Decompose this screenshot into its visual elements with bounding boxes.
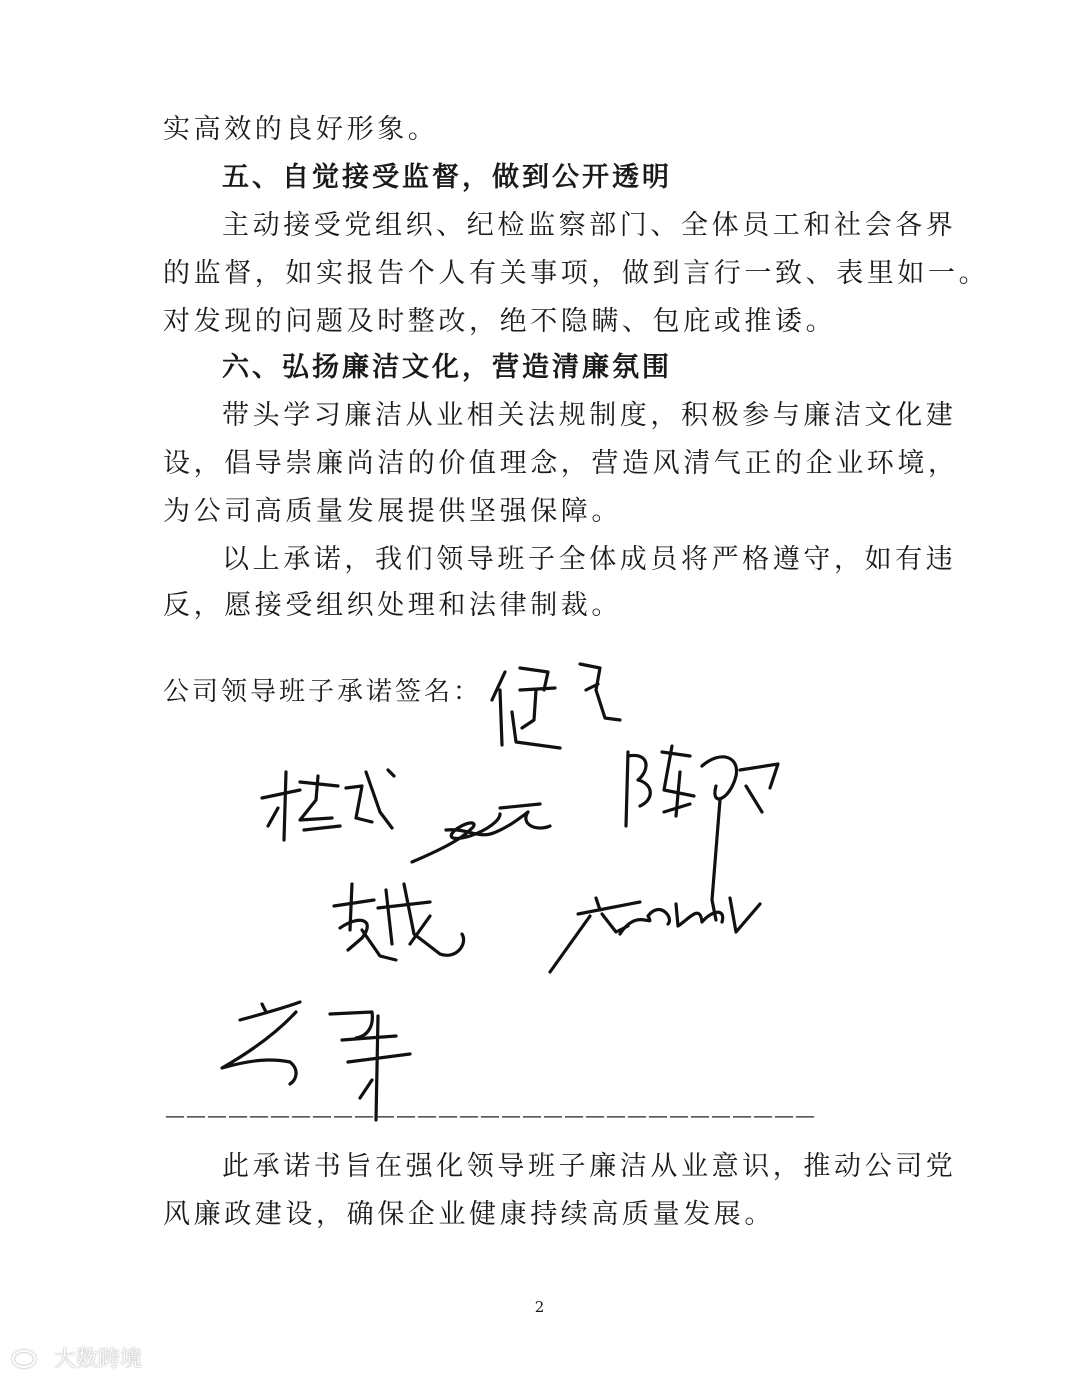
- watermark: [10, 1340, 142, 1374]
- closing-text-line: 此承诺书旨在强化领导班子廉洁从业意识，推动公司党: [222, 1151, 957, 1182]
- signature-4: [626, 746, 778, 920]
- signature-label: 公司领导班子承诺签名：: [163, 677, 483, 707]
- body-text-line: 带头学习廉洁从业相关法规制度，积极参与廉洁文化建: [222, 400, 957, 431]
- body-text-line: 以上承诺，我们领导班子全体成员将严格遵守，如有违: [222, 544, 957, 575]
- body-text-line: 设，倡导崇廉尚洁的价值理念，营造风清气正的企业环境，: [163, 448, 959, 479]
- body-text-line: 为公司高质量发展提供坚强保障。: [163, 496, 622, 527]
- closing-text-line: 风廉政建设，确保企业健康持续高质量发展。: [163, 1199, 775, 1230]
- signature-6: [550, 898, 760, 972]
- body-text-line: 的监督，如实报告个人有关事项，做到言行一致、表里如一。: [163, 258, 990, 289]
- divider-line: ———————————————————————————————: [165, 1103, 816, 1127]
- body-text-line: 实高效的良好形象。: [163, 114, 439, 145]
- body-text-line: 反，愿接受组织处理和法律制裁。: [163, 590, 622, 621]
- page-number: 2: [534, 1298, 545, 1316]
- signature-5: [334, 884, 464, 960]
- signature-1: [492, 664, 620, 748]
- body-text-line: 对发现的问题及时整改，绝不隐瞒、包庇或推诿。: [163, 306, 837, 337]
- weibo-logo-icon: [10, 1344, 50, 1370]
- section-heading-5: 五、自觉接受监督，做到公开透明: [222, 162, 672, 193]
- section-heading-6: 六、弘扬廉洁文化，营造清廉氛围: [222, 352, 672, 383]
- watermark-text: 大数跨境: [54, 1346, 143, 1372]
- body-text-line: 主动接受党组织、纪检监察部门、全体员工和社会各界: [222, 210, 957, 241]
- signature-2: [262, 770, 394, 840]
- signature-3: [412, 804, 550, 862]
